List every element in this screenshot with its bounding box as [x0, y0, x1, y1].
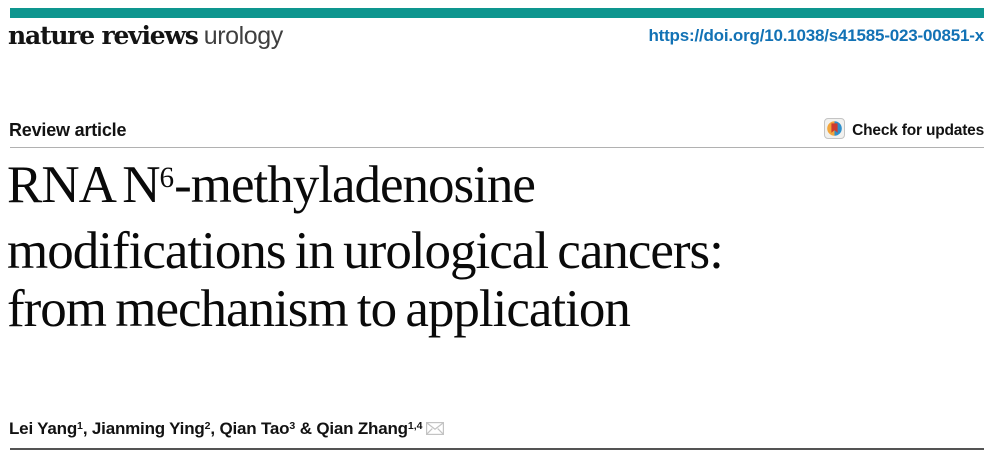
affiliation-superscript: 1 [77, 420, 83, 433]
author: Qian Tao$^3$ & [219, 419, 317, 438]
envelope-icon[interactable] [426, 420, 444, 440]
journal-masthead [8, 21, 283, 51]
title-body-divider [10, 448, 984, 450]
author: Qian Zhang$^{1,4}$ [316, 419, 423, 438]
journal-name-bold: nature reviews [8, 21, 198, 50]
author-separator: , [210, 419, 220, 438]
title-superscript: 6 [159, 161, 175, 194]
author-separator: , [82, 419, 92, 438]
title-line1-pre: RNA N [7, 156, 160, 214]
article-type-label: Review article [9, 120, 127, 140]
author-separator: & [295, 419, 317, 438]
affiliation-superscript: 3 [289, 420, 296, 433]
title-line3: from mechanism to application [7, 280, 630, 338]
author: Jianming Ying$^2$, [91, 419, 220, 438]
doi-link[interactable]: https://doi.org/10.1038/s41585-023-00851-x [648, 26, 984, 45]
header-divider [10, 147, 984, 148]
title-line2: modifications in urological cancers: [7, 222, 723, 280]
affiliation-superscript: 1,4 [407, 420, 423, 433]
author-list [9, 419, 444, 440]
author: Lei Yang$^1$, [9, 419, 92, 438]
brand-color-bar [10, 8, 984, 18]
check-for-updates-button[interactable] [824, 118, 984, 144]
affiliation-superscript: 2 [204, 420, 211, 433]
title-line1-post: -methyladenosine [174, 156, 535, 214]
check-for-updates-label: Check for updates [852, 122, 984, 139]
crossmark-icon [824, 118, 845, 144]
journal-name-specialty: urology [203, 22, 283, 50]
article-title [7, 156, 984, 338]
